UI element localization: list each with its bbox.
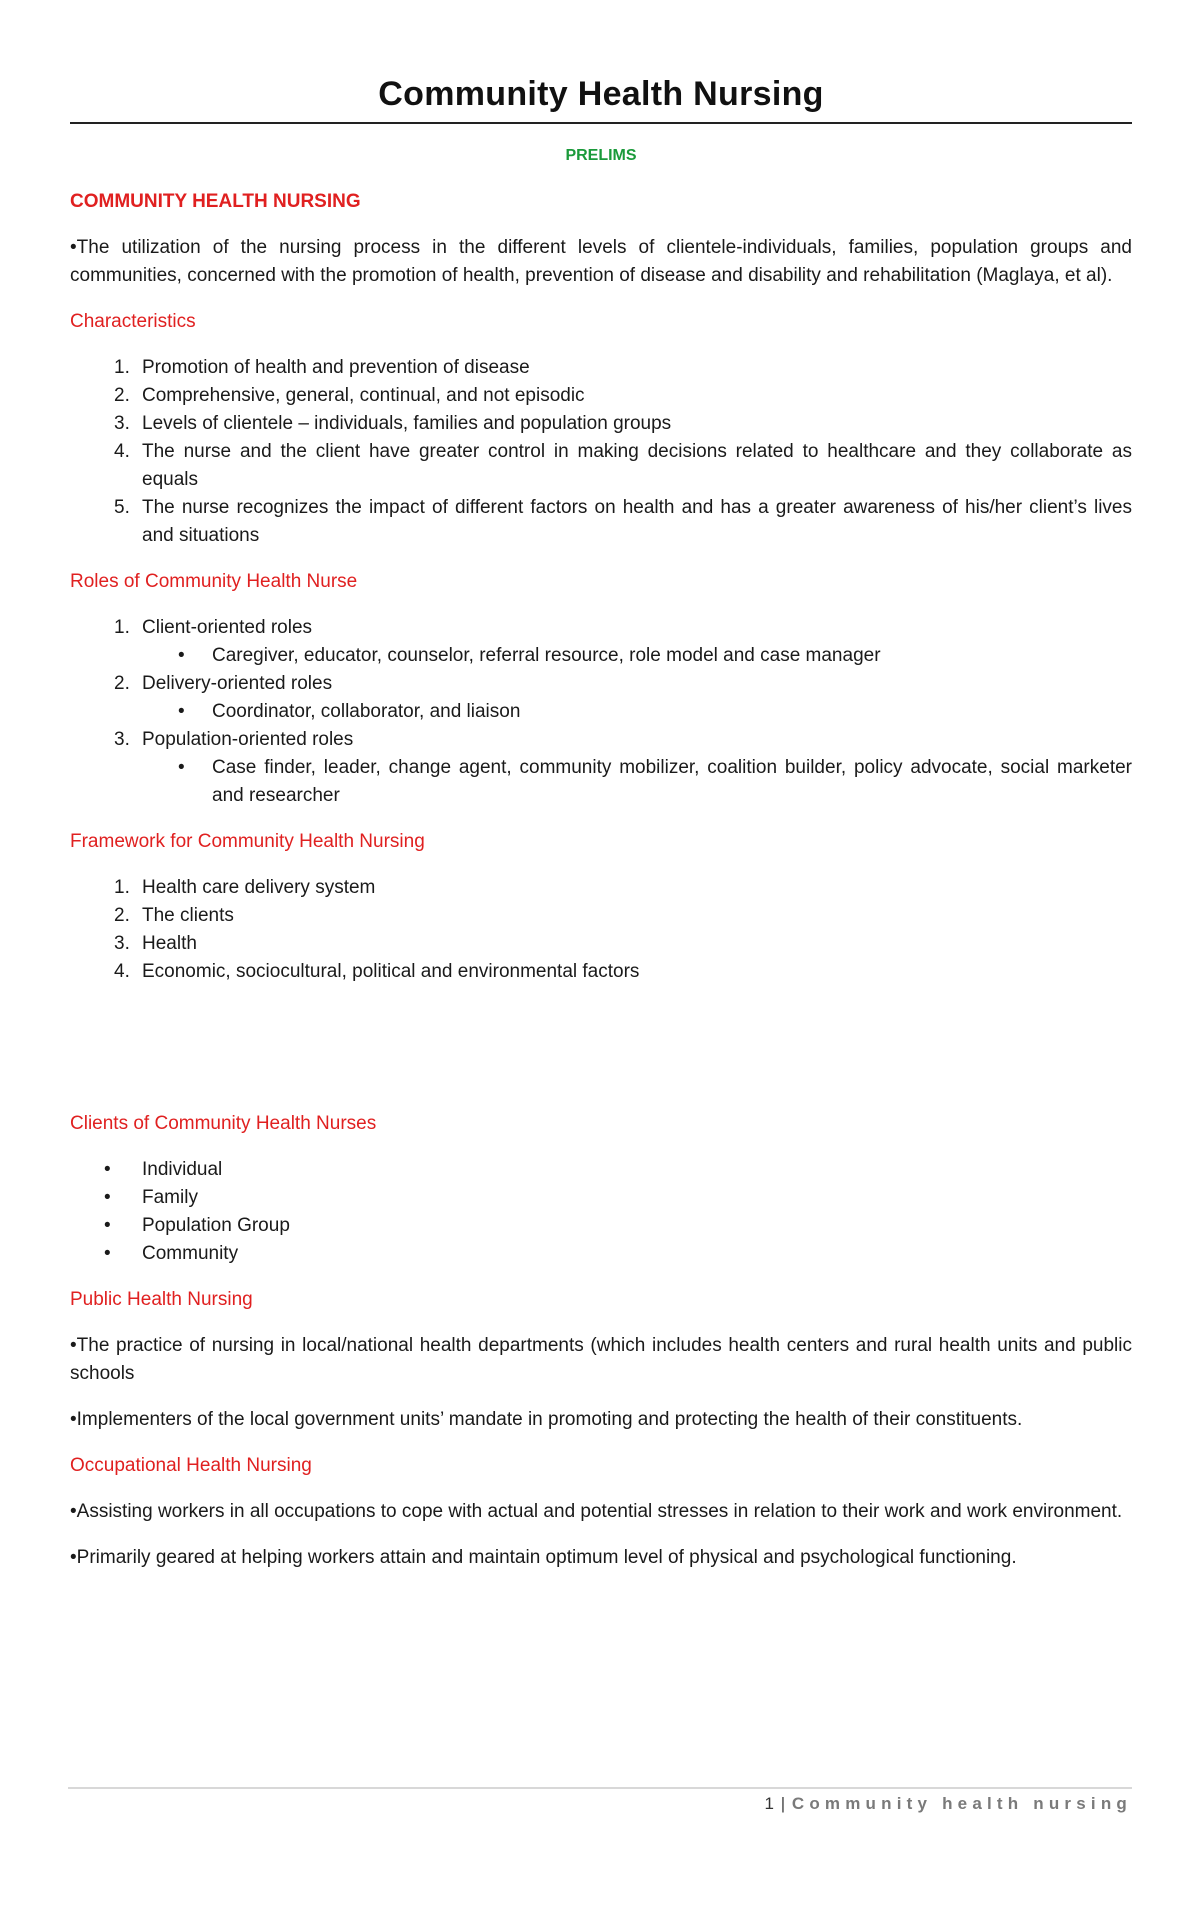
public-health-heading: Public Health Nursing	[70, 1289, 253, 1310]
list-item	[70, 1212, 1132, 1240]
list-item	[70, 874, 1132, 902]
item-number: 2.	[114, 673, 130, 694]
occupational-paragraph: •Assisting workers in all occupations to cope with actual and potential stresses in relation to their work and work environment.	[70, 1501, 1123, 1522]
bullet-icon: •	[178, 645, 185, 666]
framework-list	[70, 874, 1132, 986]
roles-heading: Roles of Community Health Nurse	[70, 571, 358, 592]
item-text: The clients	[142, 905, 234, 926]
sub-list-item	[70, 642, 1132, 670]
item-number: 2.	[114, 905, 130, 926]
item-text: The nurse recognizes the impact of different factors on health and has a greater awareness of his/her client’s lives and situations	[142, 497, 1132, 546]
title-rule	[70, 122, 1132, 124]
item-number: 3.	[114, 413, 130, 434]
item-text: The nurse and the client have greater control in making decisions related to healthcare and they collaborate as equals	[142, 441, 1132, 490]
item-text: Levels of clientele – individuals, families and population groups	[142, 413, 672, 434]
item-number: 1.	[114, 617, 130, 638]
item-number: 1.	[114, 877, 130, 898]
bullet-icon: •	[104, 1159, 111, 1180]
sub-item-text: Caregiver, educator, counselor, referral resource, role model and case manager	[212, 645, 881, 666]
list-item	[70, 670, 1132, 698]
item-text: Individual	[142, 1159, 223, 1180]
item-number: 2.	[114, 385, 130, 406]
list-item	[70, 930, 1132, 958]
occupational-paragraph: •Primarily geared at helping workers attain and maintain optimum level of physical and psychological functioning.	[70, 1547, 1017, 1568]
item-text: Client-oriented roles	[142, 617, 313, 638]
item-number: 3.	[114, 933, 130, 954]
page-number: 1	[764, 1794, 774, 1813]
footer-separator: |	[780, 1794, 786, 1813]
sub-list-item	[70, 698, 1132, 726]
list-item	[70, 354, 1132, 382]
clients-list	[70, 1156, 1132, 1268]
list-item	[70, 410, 1132, 438]
bullet-icon: •	[104, 1215, 111, 1236]
list-item	[70, 1240, 1132, 1268]
item-text: Family	[142, 1187, 198, 1208]
item-text: Promotion of health and prevention of disease	[142, 357, 530, 378]
list-item	[70, 614, 1132, 642]
footer-rule	[68, 1787, 1132, 1789]
bullet-icon: •	[178, 757, 185, 778]
occupational-heading: Occupational Health Nursing	[70, 1455, 312, 1476]
document-page	[0, 72, 1200, 1907]
sub-item-text: Case finder, leader, change agent, community mobilizer, coalition builder, policy advocate, social marketer and researcher	[212, 757, 1132, 806]
item-number: 4.	[114, 441, 130, 462]
main-heading: COMMUNITY HEALTH NURSING	[70, 191, 361, 212]
framework-heading: Framework for Community Health Nursing	[70, 831, 425, 852]
roles-list	[70, 614, 1132, 810]
bullet-icon: •	[178, 701, 185, 722]
page-footer	[765, 1791, 1133, 1817]
item-text: Population-oriented roles	[142, 729, 354, 750]
list-item	[70, 726, 1132, 754]
item-text: Population Group	[142, 1215, 290, 1236]
characteristics-list	[70, 354, 1132, 550]
item-number: 5.	[114, 497, 130, 518]
page-title: Community Health Nursing	[378, 75, 824, 113]
footer-text: Community health nursing	[791, 1794, 1132, 1813]
prelims-subhead: PRELIMS	[565, 147, 637, 164]
item-text: Economic, sociocultural, political and environmental factors	[142, 961, 640, 982]
list-item	[70, 438, 1132, 494]
item-text: Comprehensive, general, continual, and not episodic	[142, 385, 585, 406]
item-text: Health care delivery system	[142, 877, 376, 898]
item-text: Health	[142, 933, 197, 954]
definition-paragraph: •The utilization of the nursing process in the different levels of clientele-individuals, families, population groups and communities, concerned with the promotion of health, prevention of disease and disability and rehabilitation (Maglaya, et al).	[70, 237, 1132, 286]
list-item	[70, 1184, 1132, 1212]
list-item	[70, 1156, 1132, 1184]
list-item	[70, 958, 1132, 986]
sub-list-item	[70, 754, 1132, 810]
characteristics-heading: Characteristics	[70, 311, 196, 332]
list-item	[70, 902, 1132, 930]
list-item	[70, 382, 1132, 410]
sub-item-text: Coordinator, collaborator, and liaison	[212, 701, 521, 722]
public-health-paragraph: •Implementers of the local government units’ mandate in promoting and protecting the health of their constituents.	[70, 1409, 1023, 1430]
item-text: Delivery-oriented roles	[142, 673, 333, 694]
public-health-paragraph: •The practice of nursing in local/national health departments (which includes health centers and rural health units and public schools	[70, 1335, 1132, 1384]
clients-heading: Clients of Community Health Nurses	[70, 1113, 377, 1134]
item-number: 1.	[114, 357, 130, 378]
item-number: 4.	[114, 961, 130, 982]
bullet-icon: •	[104, 1187, 111, 1208]
item-text: Community	[142, 1243, 239, 1264]
list-item	[70, 494, 1132, 550]
item-number: 3.	[114, 729, 130, 750]
bullet-icon: •	[104, 1243, 111, 1264]
